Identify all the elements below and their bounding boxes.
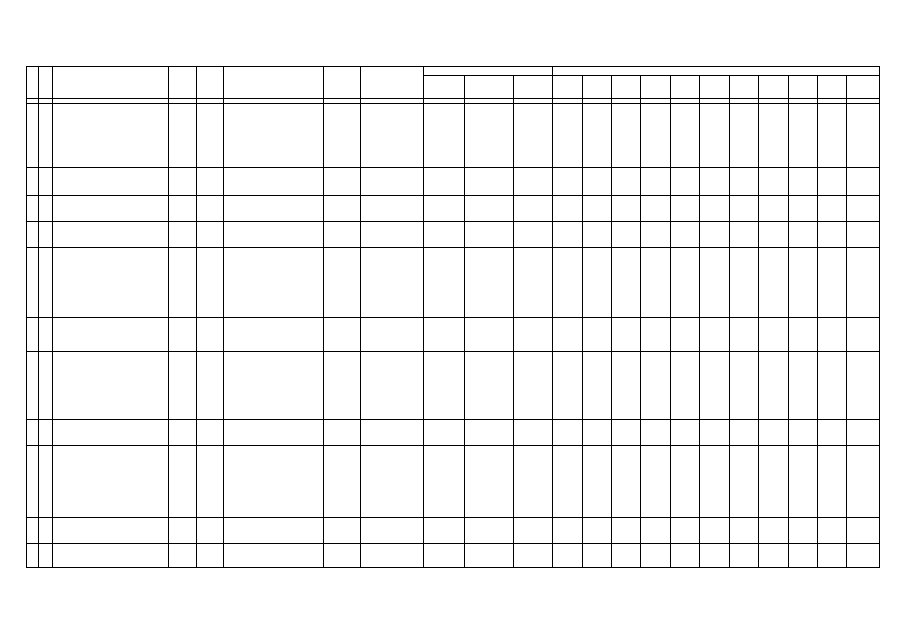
table-cell	[197, 420, 223, 446]
table-cell	[582, 518, 611, 544]
table-cell	[465, 446, 514, 518]
table-cell	[168, 518, 196, 544]
table-cell	[817, 248, 846, 318]
table-cell	[788, 544, 817, 568]
table-cell	[670, 420, 699, 446]
header-bk-code	[465, 76, 514, 99]
table-cell	[700, 352, 729, 420]
table-cell	[670, 104, 699, 168]
table-cell	[27, 352, 39, 420]
table-cell	[641, 544, 670, 568]
table-cell	[641, 248, 670, 318]
table-cell	[197, 352, 223, 420]
table-cell	[360, 352, 424, 420]
table-cell	[168, 168, 196, 196]
table-cell	[700, 420, 729, 446]
table-cell	[788, 104, 817, 168]
header-bk-code	[424, 76, 465, 99]
table-cell	[53, 544, 169, 568]
table-cell	[759, 352, 788, 420]
table-cell	[39, 420, 53, 446]
table-cell	[513, 318, 553, 352]
table-cell	[582, 168, 611, 196]
table-cell	[39, 248, 53, 318]
table-cell	[641, 168, 670, 196]
table-cell	[553, 318, 582, 352]
table-cell	[168, 196, 196, 222]
table-row	[27, 248, 880, 318]
table-cell	[817, 352, 846, 420]
table-cell	[700, 222, 729, 248]
table-cell	[612, 352, 641, 420]
table-cell	[700, 318, 729, 352]
table-cell	[582, 248, 611, 318]
table-cell	[700, 518, 729, 544]
table-cell	[168, 248, 196, 318]
table-cell	[700, 168, 729, 196]
table-cell	[729, 518, 758, 544]
table-cell	[324, 248, 361, 318]
table-cell	[53, 196, 169, 222]
table-cell	[513, 222, 553, 248]
table-cell	[582, 544, 611, 568]
table-cell	[424, 222, 465, 248]
table-cell	[700, 196, 729, 222]
table-cell	[729, 248, 758, 318]
table-cell	[788, 518, 817, 544]
table-cell	[729, 168, 758, 196]
table-cell	[513, 352, 553, 420]
table-cell	[513, 518, 553, 544]
table-cell	[424, 544, 465, 568]
table-cell	[553, 420, 582, 446]
table-cell	[197, 168, 223, 196]
table-cell	[168, 104, 196, 168]
table-cell	[360, 420, 424, 446]
table-cell	[223, 318, 323, 352]
header-responsible	[360, 67, 424, 99]
table-cell	[27, 518, 39, 544]
table-cell	[729, 104, 758, 168]
table-cell	[670, 168, 699, 196]
table-cell	[553, 544, 582, 568]
table-row	[27, 104, 880, 168]
table-cell	[53, 318, 169, 352]
table-cell	[553, 104, 582, 168]
table-cell	[729, 420, 758, 446]
table-cell	[53, 518, 169, 544]
table-cell	[729, 352, 758, 420]
table-cell	[641, 104, 670, 168]
table-cell	[360, 518, 424, 544]
table-cell	[424, 518, 465, 544]
table-cell	[817, 518, 846, 544]
table-cell	[847, 104, 880, 168]
table-cell	[553, 248, 582, 318]
table-cell	[847, 446, 880, 518]
table-cell	[53, 104, 169, 168]
table-cell	[424, 420, 465, 446]
table-cell	[817, 196, 846, 222]
table-cell	[27, 420, 39, 446]
table-cell	[612, 518, 641, 544]
table-cell	[324, 544, 361, 568]
table-cell	[424, 446, 465, 518]
table-cell	[670, 518, 699, 544]
table-cell	[223, 222, 323, 248]
table-cell	[700, 544, 729, 568]
table-row	[27, 222, 880, 248]
table-row	[27, 352, 880, 420]
table-cell	[168, 446, 196, 518]
table-cell	[223, 544, 323, 568]
table-cell	[465, 318, 514, 352]
table-cell	[197, 222, 223, 248]
table-cell	[197, 318, 223, 352]
table-cell	[223, 104, 323, 168]
table-cell	[27, 446, 39, 518]
table-cell	[788, 168, 817, 196]
table-cell	[582, 196, 611, 222]
table-row	[27, 318, 880, 352]
table-cell	[197, 544, 223, 568]
table-cell	[168, 544, 196, 568]
table-cell	[27, 248, 39, 318]
table-cell	[847, 168, 880, 196]
table-cell	[553, 352, 582, 420]
header-unit	[168, 67, 196, 99]
table-cell	[424, 248, 465, 318]
table-cell	[39, 518, 53, 544]
table-cell	[553, 518, 582, 544]
table-cell	[817, 104, 846, 168]
table-cell	[670, 446, 699, 518]
table-cell	[788, 248, 817, 318]
table-cell	[641, 420, 670, 446]
table-cell	[39, 196, 53, 222]
table-cell	[39, 352, 53, 420]
table-cell	[759, 420, 788, 446]
table-cell	[612, 318, 641, 352]
table-cell	[324, 318, 361, 352]
table-cell	[759, 318, 788, 352]
table-cell	[465, 222, 514, 248]
table-cell	[582, 446, 611, 518]
table-cell	[324, 104, 361, 168]
table-cell	[847, 318, 880, 352]
table-cell	[700, 104, 729, 168]
table-cell	[465, 518, 514, 544]
table-cell	[582, 222, 611, 248]
table-cell	[324, 168, 361, 196]
table-cell	[360, 318, 424, 352]
table-cell	[197, 104, 223, 168]
table-cell	[53, 420, 169, 446]
table-cell	[670, 222, 699, 248]
table-cell	[168, 420, 196, 446]
table-cell	[700, 446, 729, 518]
table-cell	[27, 104, 39, 168]
table-cell	[465, 104, 514, 168]
table-cell	[197, 248, 223, 318]
table-cell	[360, 168, 424, 196]
table-cell	[360, 248, 424, 318]
table-cell	[553, 222, 582, 248]
table-cell	[465, 420, 514, 446]
table-row	[27, 518, 880, 544]
table-cell	[641, 222, 670, 248]
table-cell	[641, 318, 670, 352]
table-cell	[324, 420, 361, 446]
table-cell	[759, 104, 788, 168]
table-cell	[729, 446, 758, 518]
table-cell	[27, 168, 39, 196]
table-cell	[39, 104, 53, 168]
table-cell	[223, 352, 323, 420]
table-cell	[670, 352, 699, 420]
table-cell	[39, 318, 53, 352]
table-cell	[27, 222, 39, 248]
table-cell	[612, 446, 641, 518]
table-cell	[847, 196, 880, 222]
header-year	[582, 76, 611, 99]
table-cell	[582, 352, 611, 420]
table-cell	[360, 196, 424, 222]
table-cell	[465, 248, 514, 318]
header-budget-codes	[424, 67, 553, 76]
table-cell	[759, 248, 788, 318]
table-row	[27, 544, 880, 568]
table-cell	[612, 168, 641, 196]
table-cell	[847, 544, 880, 568]
header-year	[788, 76, 817, 99]
table-cell	[847, 518, 880, 544]
table-cell	[168, 318, 196, 352]
table-cell	[553, 168, 582, 196]
table-cell	[553, 446, 582, 518]
table-cell	[513, 168, 553, 196]
table-cell	[612, 248, 641, 318]
table-cell	[582, 104, 611, 168]
table-cell	[759, 222, 788, 248]
table-cell	[27, 196, 39, 222]
table-cell	[612, 420, 641, 446]
header-year	[553, 76, 582, 99]
table-row	[27, 168, 880, 196]
table-cell	[759, 168, 788, 196]
table-cell	[513, 248, 553, 318]
table-cell	[817, 420, 846, 446]
table-cell	[53, 222, 169, 248]
table-cell	[424, 104, 465, 168]
header-year	[641, 76, 670, 99]
table-cell	[847, 420, 880, 446]
table-cell	[553, 196, 582, 222]
table-cell	[700, 248, 729, 318]
table-cell	[641, 352, 670, 420]
table-cell	[612, 222, 641, 248]
table-cell	[324, 196, 361, 222]
table-cell	[670, 248, 699, 318]
table-cell	[729, 544, 758, 568]
table-cell	[612, 196, 641, 222]
table-cell	[513, 104, 553, 168]
table-cell	[324, 352, 361, 420]
table-cell	[223, 446, 323, 518]
header-method	[223, 67, 323, 99]
table-row	[27, 196, 880, 222]
header-year	[817, 76, 846, 99]
table-cell	[424, 196, 465, 222]
table-cell	[360, 222, 424, 248]
table-cell	[582, 420, 611, 446]
table-row	[27, 446, 880, 518]
table-cell	[817, 168, 846, 196]
header-coefficient	[197, 67, 223, 99]
table-cell	[513, 420, 553, 446]
table-cell	[729, 196, 758, 222]
table-cell	[53, 168, 169, 196]
table-cell	[424, 318, 465, 352]
header-year	[612, 76, 641, 99]
table-row	[27, 420, 880, 446]
table-cell	[788, 318, 817, 352]
table-cell	[360, 446, 424, 518]
table-body	[27, 104, 880, 568]
table-cell	[641, 446, 670, 518]
table-cell	[223, 518, 323, 544]
header-year	[700, 76, 729, 99]
table-cell	[39, 544, 53, 568]
table-cell	[788, 352, 817, 420]
table-cell	[27, 544, 39, 568]
table-cell	[670, 318, 699, 352]
indicators-table	[26, 66, 880, 568]
table-cell	[582, 318, 611, 352]
table-cell	[197, 196, 223, 222]
table-cell	[641, 518, 670, 544]
table-cell	[847, 222, 880, 248]
table-cell	[670, 196, 699, 222]
header-row-top	[27, 67, 880, 76]
header-year	[759, 76, 788, 99]
table-cell	[53, 446, 169, 518]
table-cell	[360, 544, 424, 568]
table-cell	[424, 352, 465, 420]
table-cell	[465, 168, 514, 196]
table-cell	[465, 352, 514, 420]
table-cell	[465, 544, 514, 568]
header-values-by-year	[553, 67, 880, 76]
table-cell	[817, 544, 846, 568]
header-year	[729, 76, 758, 99]
table-cell	[324, 222, 361, 248]
table-cell	[324, 446, 361, 518]
header-row-number	[27, 67, 39, 99]
table-cell	[847, 248, 880, 318]
table-cell	[424, 168, 465, 196]
table-cell	[27, 318, 39, 352]
table-cell	[759, 196, 788, 222]
table-cell	[168, 352, 196, 420]
table-cell	[788, 420, 817, 446]
table-cell	[817, 318, 846, 352]
header-year	[670, 76, 699, 99]
header-bk-code	[513, 76, 553, 99]
table-cell	[223, 196, 323, 222]
table-cell	[788, 446, 817, 518]
table-cell	[817, 446, 846, 518]
table-cell	[729, 222, 758, 248]
table-cell	[817, 222, 846, 248]
table-cell	[197, 446, 223, 518]
table-cell	[641, 196, 670, 222]
table-cell	[759, 518, 788, 544]
table-cell	[223, 168, 323, 196]
table-cell	[53, 248, 169, 318]
header-total	[847, 76, 880, 99]
header-name	[53, 67, 169, 99]
table-cell	[788, 196, 817, 222]
table-cell	[360, 104, 424, 168]
table-cell	[39, 168, 53, 196]
table-cell	[53, 352, 169, 420]
table-cell	[39, 222, 53, 248]
table-cell	[168, 222, 196, 248]
header-period	[324, 67, 361, 99]
table-cell	[788, 222, 817, 248]
table-cell	[847, 352, 880, 420]
table-cell	[670, 544, 699, 568]
table-cell	[729, 318, 758, 352]
table-cell	[223, 420, 323, 446]
table-cell	[513, 196, 553, 222]
table-cell	[759, 446, 788, 518]
header-sub-number	[39, 67, 53, 99]
table-cell	[197, 518, 223, 544]
table-cell	[612, 104, 641, 168]
table-cell	[324, 518, 361, 544]
table-cell	[513, 544, 553, 568]
table-cell	[612, 544, 641, 568]
table-cell	[513, 446, 553, 518]
table-cell	[223, 248, 323, 318]
table-cell	[39, 446, 53, 518]
table-cell	[759, 544, 788, 568]
table-cell	[465, 196, 514, 222]
